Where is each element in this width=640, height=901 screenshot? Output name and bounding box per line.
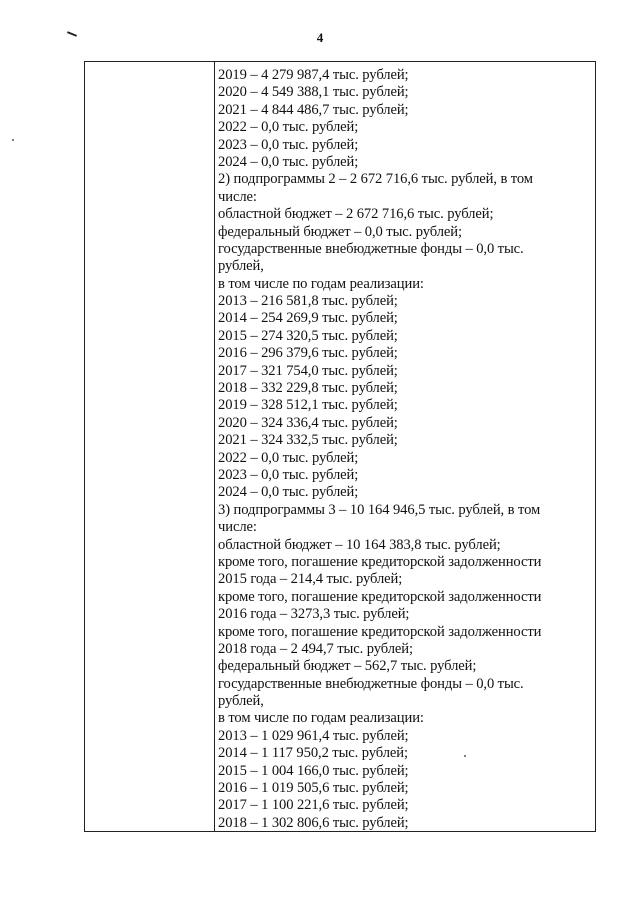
budget-table	[84, 61, 596, 832]
text-line: числе:	[218, 519, 257, 536]
text-line: 2023 – 0,0 тыс. рублей;	[218, 136, 359, 153]
text-line: в том числе по годам реализации:	[218, 710, 424, 727]
text-line: 2015 года – 214,4 тыс. рублей;	[218, 571, 403, 588]
text-line: федеральный бюджет – 0,0 тыс. рублей;	[218, 223, 462, 240]
text-line: государственные внебюджетные фонды – 0,0 тыс.	[218, 240, 524, 257]
text-line: 3) подпрограммы 3 – 10 164 946,5 тыс. рублей, в том	[218, 501, 541, 518]
text-line: рублей,	[218, 693, 264, 710]
text-line: 2024 – 0,0 тыс. рублей;	[218, 153, 359, 170]
text-line: 2015 – 274 320,5 тыс. рублей;	[218, 327, 398, 344]
text-line: 2021 – 4 844 486,7 тыс. рублей;	[218, 101, 409, 118]
text-line: 2020 – 324 336,4 тыс. рублей;	[218, 414, 398, 431]
text-line: 2021 – 324 332,5 тыс. рублей;	[218, 432, 398, 449]
text-line: областной бюджет – 10 164 383,8 тыс. рублей;	[218, 536, 501, 553]
text-line: 2017 – 1 100 221,6 тыс. рублей;	[218, 797, 409, 814]
text-line: 2018 – 332 229,8 тыс. рублей;	[218, 380, 398, 397]
text-line: 2017 – 321 754,0 тыс. рублей;	[218, 362, 398, 379]
text-line: 2014 – 254 269,9 тыс. рублей;	[218, 310, 398, 327]
text-line: кроме того, погашение кредиторской задолженности	[218, 553, 542, 570]
text-line: 2022 – 0,0 тыс. рублей;	[218, 449, 359, 466]
text-line: 2018 года – 2 494,7 тыс. рублей;	[218, 640, 413, 657]
text-line: 2020 – 4 549 388,1 тыс. рублей;	[218, 84, 409, 101]
text-line: 2016 года – 3273,3 тыс. рублей;	[218, 606, 410, 623]
text-line: 2019 – 4 279 987,4 тыс. рублей;	[218, 67, 409, 83]
text-line: 2013 – 216 581,8 тыс. рублей;	[218, 293, 398, 310]
text-line: в том числе по годам реализации:	[218, 275, 424, 292]
text-line: числе:	[218, 188, 257, 205]
table-right-column	[215, 62, 595, 831]
text-line: 2023 – 0,0 тыс. рублей;	[218, 466, 359, 483]
text-line: кроме того, погашение кредиторской задолженности	[218, 588, 542, 605]
text-line: 2015 – 1 004 166,0 тыс. рублей;	[218, 762, 409, 779]
table-left-column	[85, 62, 215, 831]
text-line: 2) подпрограммы 2 – 2 672 716,6 тыс. рублей, в том	[218, 171, 533, 188]
text-line: 2014 – 1 117 950,2 тыс. рублей;	[218, 745, 408, 762]
scan-dot	[464, 755, 466, 757]
text-line: 2024 – 0,0 тыс. рублей;	[218, 484, 359, 501]
page-number: 4	[316, 30, 324, 45]
text-line: 2022 – 0,0 тыс. рублей;	[218, 119, 359, 136]
text-line: рублей,	[218, 258, 264, 275]
text-line: федеральный бюджет – 562,7 тыс. рублей;	[218, 658, 477, 675]
text-line: областной бюджет – 2 672 716,6 тыс. рублей;	[218, 206, 494, 223]
text-line: 2018 – 1 302 806,6 тыс. рублей;	[218, 814, 409, 831]
text-line: 2016 – 1 019 505,6 тыс. рублей;	[218, 780, 409, 797]
text-line: государственные внебюджетные фонды – 0,0 тыс.	[218, 675, 524, 692]
text-line: 2019 – 328 512,1 тыс. рублей;	[218, 397, 398, 414]
text-line: кроме того, погашение кредиторской задолженности	[218, 623, 542, 640]
text-line: 2013 – 1 029 961,4 тыс. рублей;	[218, 727, 409, 744]
text-line: 2016 – 296 379,6 тыс. рублей;	[218, 345, 398, 362]
scan-dot	[12, 139, 14, 141]
